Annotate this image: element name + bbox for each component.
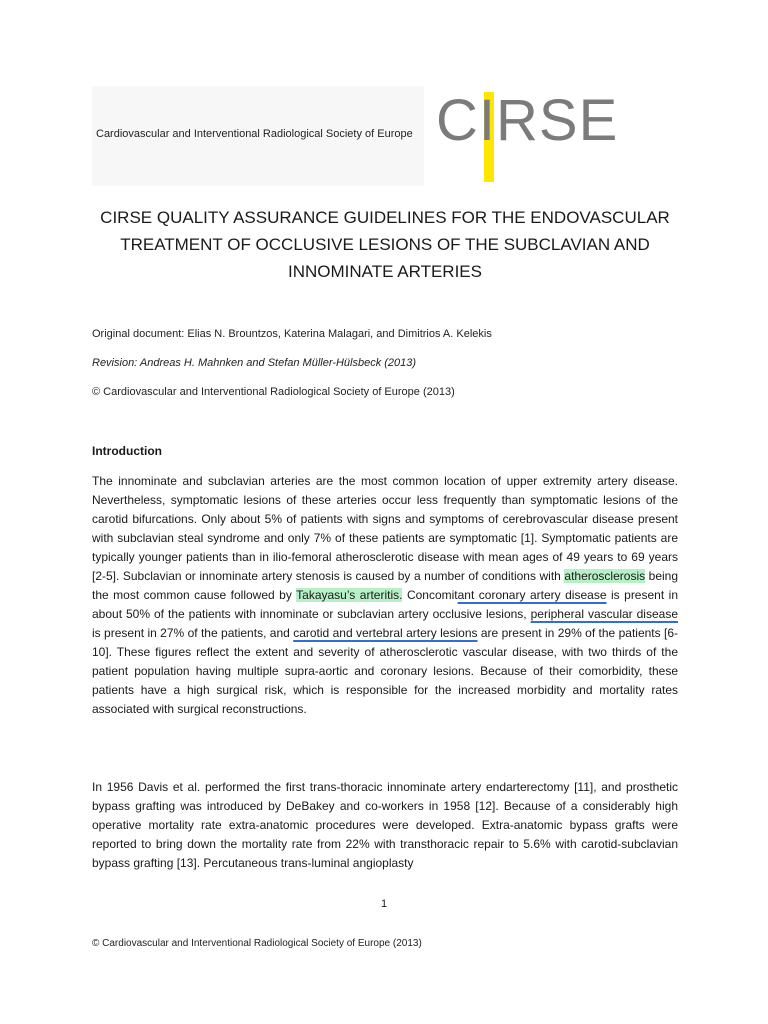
underline-coronary: ant coronary artery disease	[457, 588, 607, 602]
text-run: is present in about 50% of the patients with innominate or subclavian artery occlusive lesions,	[92, 588, 678, 621]
text-run: The innominate and subclavian arteries are the most common location of upper extremity artery disease. Nevertheless, symptomatic lesions of these arteries occur less frequently than symptomatic lesions of the carotid bifurcations. Only about 5% of patients with signs and symptoms of cerebrovascular disease present with subclavian steal syndrome and only 7% of these patients are symptomatic [1]. Symptomatic patients are typically younger patients than in ilio-femoral atherosclerotic disease with mean ages of 49 years to 69 years [2-5]. Subclavian or innominate artery stenosis is caused by a number of conditions with	[92, 474, 678, 583]
text-run: is present in 27% of the patients, and	[92, 626, 294, 640]
underline-peripheral: peripheral vascular disease	[530, 607, 678, 621]
underline-carotid: carotid and vertebral artery lesions	[293, 626, 478, 640]
footer-copyright: © Cardiovascular and Interventional Radiological Society of Europe (2013)	[92, 938, 422, 949]
history-paragraph: In 1956 Davis et al. performed the first trans-thoracic innominate artery endarterectomy [11], and prosthetic bypass grafting was introduced by DeBakey and co-workers in 1958 [12]. Because of a considerably high operative mortality rate extra-anatomic procedures were developed. Extra-anatomic bypass grafts were reported to bring down the mortality rate from 22% with transthoracic repair to 5.6% with carotid-subclavian bypass grafting [13]. Percutaneous trans-luminal angioplasty	[92, 780, 678, 870]
copyright: © Cardiovascular and Interventional Radiological Society of Europe (2013)	[92, 386, 455, 398]
text-run: being the most common cause followed by	[92, 569, 679, 602]
original-document: Original document: Elias N. Brountzos, Katerina Malagari, and Dimitrios A. Kelekis	[92, 328, 492, 340]
document-title: CIRSE QUALITY ASSURANCE GUIDELINES FOR THE ENDOVASCULAR TREATMENT OF OCCLUSIVE LESIONS OF THE SUBCLAVIAN AND INNOMINATE ARTERIES	[100, 208, 670, 281]
text-run: Concomit	[402, 588, 458, 602]
org-name: Cardiovascular and Interventional Radiological Society of Europe	[96, 128, 413, 140]
revision: Revision: Andreas H. Mahnken and Stefan Müller-Hülsbeck (2013)	[92, 357, 417, 369]
page-number: 1	[380, 898, 388, 910]
logo-text: CIRSE	[436, 88, 619, 153]
cirse-logo	[436, 88, 636, 184]
highlight-atherosclerosis: atherosclerosis	[564, 569, 646, 583]
intro-heading: Introduction	[92, 444, 162, 458]
text-run: are present in 29% of the patients [6-10]. These figures reflect the extent and severity of atherosclerotic vascular disease, with two thirds of the patient population having multiple supra-aortic and coronary lesions. Because of their comorbidity, these patients have a high surgical risk, which is responsible for the increased morbidity and mortality rates associated with surgical reconstructions.	[92, 626, 679, 716]
highlight-takayasu: Takayasu’s arteritis.	[296, 588, 403, 602]
intro-paragraph	[92, 472, 678, 719]
